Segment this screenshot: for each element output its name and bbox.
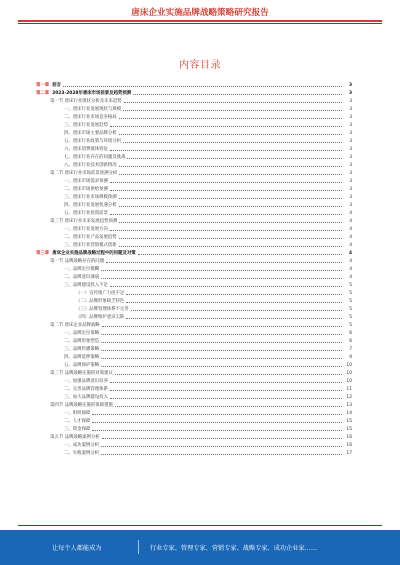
toc-dot-leader [123,139,342,143]
header-rule-blue [18,23,382,24]
toc-dot-leader [101,339,342,343]
toc-page-number: 3 [349,115,352,120]
toc-page-number: 3 [349,123,352,128]
toc-entry-text [50,402,113,410]
toc-page-number: 4 [349,211,352,216]
toc-entry[interactable] [36,306,352,314]
toc-entry-label: （三）品牌管理体系不完善 [76,307,129,312]
toc-dot-leader [101,443,342,447]
toc-entry-label: 三、唐床行业发展趋势 [64,123,108,128]
header-rule-red [18,20,382,22]
footer-divider [138,540,139,554]
toc-dot-leader [119,115,342,119]
toc-dot-leader [110,123,342,127]
toc-entry-text [64,138,121,146]
toc-page-number: 4 [349,235,352,240]
toc-dot-leader [110,395,342,399]
toc-entry[interactable] [36,106,352,114]
toc-entry[interactable] [36,290,352,298]
toc-entry-label: 第三节 品牌战略实施的对策建议 [50,371,113,376]
toc-entry-text [50,218,117,226]
toc-chapter-tag: 第二章 [36,91,50,96]
page-footer [0,530,400,565]
toc-dot-leader [101,331,342,335]
page-header [0,0,400,26]
toc-page-number: 4 [349,267,352,272]
toc-entry-text [50,322,100,330]
toc-dot-leader [119,243,342,247]
toc-page-number: 5 [349,307,352,312]
toc-dot-leader [126,299,342,303]
toc-dot-leader [101,451,342,455]
toc-dot-leader [101,267,342,271]
toc-entry-text [64,194,117,202]
toc-entry-label: 五、品牌保护策略 [64,363,100,368]
toc-entry[interactable] [36,322,352,330]
toc-page-number: 4 [349,219,352,224]
toc-page-number: 9 [349,355,352,360]
toc-entry-label: 一、唐床行业发展方向 [64,227,108,232]
toc-dot-leader [63,83,342,87]
toc-page-number: 5 [349,323,352,328]
toc-entry-label: 三、品牌建设投入不足 [64,283,108,288]
toc-entry-label: 一、加强品牌意识培养 [64,379,108,384]
toc-entry-label: 一、唐床行业发展现状与规模 [64,107,122,112]
toc-entry-text [64,122,108,130]
toc-chapter-tag: 第一章 [36,83,50,88]
toc-entry-label: 八、唐床行业技术创新情况 [64,163,117,168]
toc-entry[interactable] [36,130,352,138]
toc-entry-text [36,250,136,258]
toc-page-number: 17 [346,451,352,456]
toc-entry-label: 2023-2028年唐床市场前景及趋势预测 [52,91,132,96]
toc-page-number: 3 [349,139,352,144]
toc-entry-text [76,314,124,322]
toc-dot-leader [138,251,342,255]
toc-entry[interactable] [36,154,352,162]
toc-entry[interactable] [36,274,352,282]
toc-page-number: 7 [349,347,352,352]
toc-entry-label: 二、唐床行业产品发展趋势 [64,235,117,240]
toc-page-number: 3 [349,147,352,152]
toc-entry[interactable] [36,218,352,226]
toc-entry[interactable] [36,210,352,218]
toc-page-number: 3 [349,99,352,104]
toc-entry-label: 第二节 唐床行业市场前景预测分析 [50,171,118,176]
toc-dot-leader [101,347,342,351]
toc-dot-leader [110,187,342,191]
toc-entry-label: 一、组织保障 [64,411,91,416]
toc-entry-text [64,410,90,418]
toc-dot-leader [92,427,342,431]
toc-page-number: 15 [346,419,352,424]
toc-page-number: 5 [349,299,352,304]
toc-entry-text [64,242,117,250]
toc-dot-leader [119,203,342,207]
toc-dot-leader [115,371,342,375]
toc-entry-label: 一、成功案例分析 [64,443,100,448]
toc-entry[interactable] [36,338,352,346]
toc-entry-label: 三、资金保障 [64,427,91,432]
toc-page-number: 4 [349,243,352,248]
toc-dot-leader [101,363,342,367]
toc-entry[interactable] [36,402,352,410]
toc-entry[interactable] [36,386,352,394]
toc-page-number: 3 [349,155,352,160]
table-of-contents [36,82,352,458]
toc-dot-leader [102,435,342,439]
toc-entry-text [64,146,108,154]
toc-title: 内容目录 [179,60,221,71]
toc-entry[interactable] [36,450,352,458]
toc-entry-text [64,418,90,426]
toc-entry-text [76,306,129,314]
toc-entry[interactable] [36,378,352,386]
toc-entry[interactable] [36,186,352,194]
toc-entry[interactable] [36,298,352,306]
toc-entry-text [64,226,108,234]
toc-entry-text [64,378,108,386]
toc-entry[interactable] [36,194,352,202]
toc-entry-text [64,282,108,290]
toc-entry-text [64,178,108,186]
toc-entry[interactable] [36,370,352,378]
toc-entry-text [76,290,124,298]
toc-dot-leader [102,323,342,327]
footer-slogan-left: 让每个人都能成为 [52,545,102,552]
toc-entry[interactable] [36,394,352,402]
toc-page-number: 3 [349,163,352,168]
toc-dot-leader [127,155,342,159]
toc-entry[interactable] [36,282,352,290]
toc-dot-leader [123,107,342,111]
toc-page-number: 3 [349,171,352,176]
toc-entry-text [36,82,61,90]
toc-page-number: 13 [346,403,352,408]
toc-entry-label: 二、人才保障 [64,419,91,424]
toc-entry-label: 三、唐床行业市场规模预测 [64,195,117,200]
toc-entry-text [64,346,99,354]
toc-entry-label: 四、唐床行业发展机遇分析 [64,203,117,208]
toc-entry-text [64,202,117,210]
toc-entry-label: 二、品牌形象塑造 [64,339,100,344]
toc-dot-leader [92,419,342,423]
toc-entry[interactable] [36,138,352,146]
toc-dot-leader [110,211,342,215]
toc-dot-leader [119,235,342,239]
toc-page-number: 3 [349,107,352,112]
toc-entry[interactable] [36,250,352,258]
toc-entry[interactable] [36,362,352,370]
toc-entry[interactable] [36,234,352,242]
toc-entry-text [76,298,124,306]
footer-rule [18,525,382,526]
toc-entry-text [50,170,117,178]
toc-dot-leader [115,403,342,407]
toc-page-number: 10 [346,371,352,376]
toc-page-number: 3 [349,187,352,192]
toc-dot-leader [133,91,342,95]
toc-page-number: 4 [348,251,352,256]
toc-page-number: 12 [346,395,352,400]
toc-entry[interactable] [36,418,352,426]
toc-page-number: 10 [346,363,352,368]
toc-page-number: 3 [348,91,352,96]
toc-entry-label: 五、唐床行业投资前景 [64,211,108,216]
toc-page-number: 3 [349,131,352,136]
toc-entry[interactable] [36,202,352,210]
toc-entry-text [64,354,99,362]
toc-entry-label: 二、品牌意识薄弱 [64,275,100,280]
toc-dot-leader [92,411,342,415]
toc-entry-text [64,130,117,138]
toc-dot-leader [110,379,342,383]
toc-entry-text [64,210,108,218]
toc-entry-text [64,154,125,162]
toc-entry-text [64,114,117,122]
toc-entry-label: 七、唐床行业存在的问题及挑战 [64,155,126,160]
toc-entry-text [64,450,99,458]
toc-entry-text [64,338,99,346]
toc-page-number: 3 [348,83,352,88]
toc-page-number: 5 [349,291,352,296]
toc-entry-label: 二、唐床行业市场竞争格局 [64,115,117,120]
toc-entry-text [50,258,104,266]
toc-entry-text [64,106,121,114]
toc-dot-leader [119,163,342,167]
toc-page-number: 6 [349,339,352,344]
toc-entry-label: （一）宣传推广力度不足 [76,291,125,296]
toc-entry-label: （二）品牌形象缺乏特色 [76,299,125,304]
toc-chapter-tag: 第三章 [36,251,50,256]
toc-entry[interactable] [36,90,352,98]
toc-entry[interactable] [36,314,352,322]
toc-dot-leader [101,275,342,279]
toc-page-number: 3 [349,195,352,200]
toc-dot-leader [131,307,342,311]
toc-entry-label: 二、唐床市场供给预测 [64,187,108,192]
toc-entry-text [64,442,99,450]
toc-dot-leader [101,355,342,359]
toc-dot-leader [110,387,342,391]
toc-entry[interactable] [36,242,352,250]
toc-entry[interactable] [36,426,352,434]
toc-entry-text [64,394,108,402]
toc-entry-text [50,370,113,378]
toc-dot-leader [106,259,342,263]
toc-page-number: 4 [349,227,352,232]
toc-entry[interactable] [36,122,352,130]
toc-entry-label: 第三节 唐床行业未来发展趋势预测 [50,219,118,224]
toc-entry[interactable] [36,354,352,362]
toc-entry-text [64,330,99,338]
toc-page-number: 4 [349,259,352,264]
toc-entry-label: 第二节 唐床企业品牌战略 [50,323,100,328]
toc-entry[interactable] [36,442,352,450]
toc-entry-text [64,386,108,394]
toc-entry-text [36,90,131,98]
toc-entry-label: 三、唐床行业营销模式创新 [64,243,117,248]
toc-page-number: 5 [349,283,352,288]
footer-slogan-right: 行业专家、管理专家、营销专家、战略专家、成功企业家…… [150,545,318,552]
toc-entry-label: 第一节 唐床行业现状分析及未来趋势 [50,99,122,104]
toc-entry-label: 第一节 品牌战略存在的问题 [50,259,105,264]
toc-dot-leader [110,283,342,287]
toc-entry-label: 二、完善品牌管理体系 [64,387,108,392]
toc-entry-label: 四、唐床市场主要品牌分析 [64,131,117,136]
toc-page-number: 14 [346,411,352,416]
toc-entry[interactable] [36,226,352,234]
toc-entry-label: 四、品牌延伸策略 [64,355,100,360]
toc-entry-label: 一、唐床市场需求预测 [64,179,108,184]
toc-entry-label: 五、唐床行业政策与环境分析 [64,139,122,144]
toc-dot-leader [119,131,342,135]
header-title: 唐床企业实施品牌战略策略研究报告 [131,8,269,18]
toc-page-number: 3 [349,179,352,184]
toc-entry-text [64,186,108,194]
toc-dot-leader [110,227,342,231]
toc-dot-leader [124,99,342,103]
toc-entry-label: 三、加大品牌建设投入 [64,395,108,400]
toc-entry-label: 一、品牌定位模糊 [64,267,100,272]
toc-page-number: 4 [349,275,352,280]
toc-entry[interactable] [36,170,352,178]
toc-dot-leader [119,171,342,175]
toc-entry[interactable] [36,434,352,442]
toc-entry[interactable] [36,410,352,418]
toc-entry-label: 三、品牌传播策略 [64,347,100,352]
toc-entry-label: 二、失败案例分析 [64,451,100,456]
toc-entry-text [64,274,99,282]
toc-page-number: 6 [349,331,352,336]
toc-entry-text [50,98,122,106]
toc-entry-text [64,234,117,242]
toc-page-number: 5 [349,315,352,320]
toc-page-number: 15 [346,427,352,432]
toc-entry-text [64,426,90,434]
toc-page-number: 10 [346,379,352,384]
toc-entry[interactable] [36,346,352,354]
toc-entry-label: 前言 [52,83,61,88]
toc-entry[interactable] [36,114,352,122]
toc-entry-text [64,266,99,274]
toc-dot-leader [119,195,342,199]
toc-entry[interactable] [36,82,352,90]
toc-entry[interactable] [36,258,352,266]
toc-dot-leader [126,315,342,319]
toc-entry-text [50,434,100,442]
toc-page-number: 16 [346,435,352,440]
toc-entry-label: 第五节 品牌战略案例分析 [50,435,100,440]
toc-entry[interactable] [36,162,352,170]
toc-entry-text [64,362,99,370]
toc-dot-leader [110,179,342,183]
toc-entry[interactable] [36,178,352,186]
toc-entry[interactable] [36,266,352,274]
toc-entry-label: 六、唐床消费群体特征 [64,147,108,152]
toc-page-number: 3 [349,203,352,208]
toc-entry-label: 一、品牌定位策略 [64,331,100,336]
toc-dot-leader [126,291,342,295]
toc-dot-leader [110,147,342,151]
toc-entry-label: （四）品牌维护意识欠缺 [76,315,125,320]
toc-entry-label: 第四节 品牌战略实施的保障措施 [50,403,113,408]
toc-entry[interactable] [36,98,352,106]
toc-entry[interactable] [36,146,352,154]
toc-page-number: 11 [346,387,352,392]
toc-entry[interactable] [36,330,352,338]
toc-entry-text [64,162,117,170]
toc-page-number: 16 [346,443,352,448]
toc-entry-label: 唐床企业实施品牌战略过程中的问题及对策 [52,251,136,256]
toc-dot-leader [119,219,342,223]
